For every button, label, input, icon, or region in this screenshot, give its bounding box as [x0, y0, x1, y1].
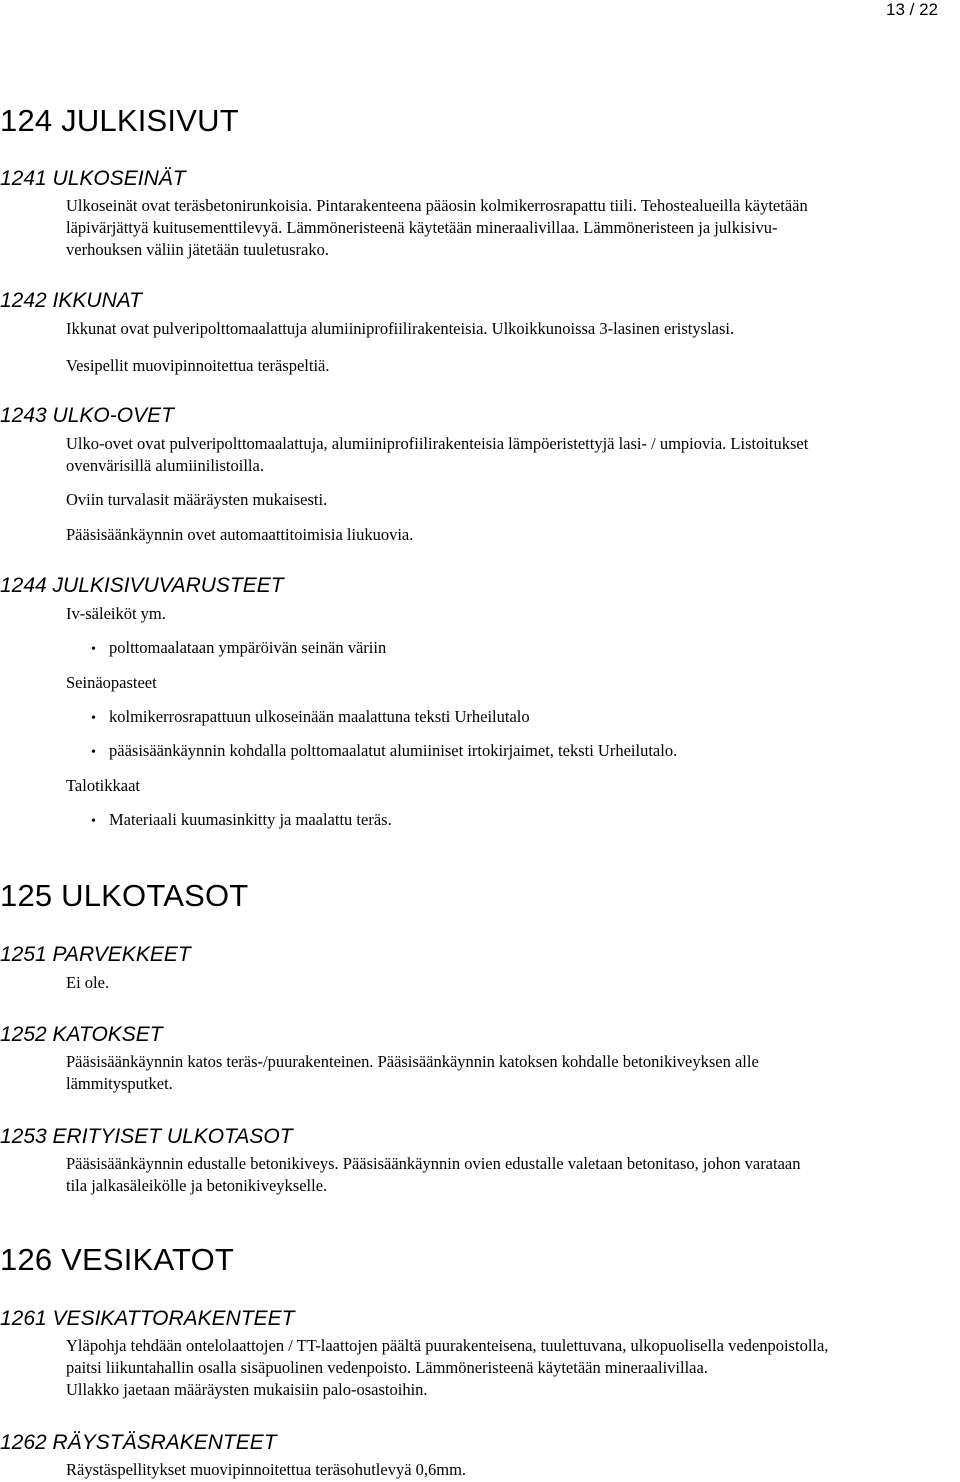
subsection-heading-1241: 1241 ULKOSEINÄT	[0, 167, 186, 190]
bullet-icon: •	[91, 745, 96, 760]
paragraph-1243-3: Pääsisäänkäynnin ovet automaattitoimisia liukuovia.	[66, 525, 414, 544]
paragraph-1242-1: Ikkunat ovat pulveripolttomaalattuja alumiiniprofiilirakenteisia. Ulkoikkunoissa 3-lasinen eristyslasi.	[66, 319, 735, 338]
subsection-heading-1253: 1253 ERITYISET ULKOTASOT	[0, 1125, 293, 1148]
paragraph-1243-line1: Ulko-ovet ovat pulveripolttomaalattuja, alumiiniprofiilirakenteisia lämpöeristettyjä lasi- / umpiovia. Listoitukset	[66, 434, 809, 453]
paragraph-1261-line1: Yläpohja tehdään ontelolaattojen / TT-laattojen päältä puurakenteisena, tuulettuvana, ulkopuolisella vedenpoistolla,	[66, 1336, 829, 1355]
subsection-heading-1242: 1242 IKKUNAT	[0, 289, 143, 312]
paragraph-1242-2: Vesipellit muovipinnoitettua teräspeltiä.	[66, 356, 330, 375]
page-number: 13 / 22	[886, 0, 938, 19]
paragraph-1241-line2: läpivärjättyä kuitusementtilevyä. Lämmöneristeenä käytetään mineraalivillaa. Lämmöneristeen ja julkisivu-	[66, 218, 778, 237]
list-item: polttomaalataan ympäröivän seinän väriin	[109, 638, 387, 657]
section-heading-125: 125 ULKOTASOT	[0, 878, 249, 913]
bullet-icon: •	[91, 711, 96, 726]
bullet-icon: •	[91, 642, 96, 657]
paragraph-1241-line3: verhouksen väliin jätetään tuuletusrako.	[66, 240, 330, 259]
paragraph-1261-line2: paitsi liikuntahallin osalla sisäpuolinen vedenpoisto. Lämmöneristeenä käytetään mineraalivillaa.	[66, 1358, 708, 1377]
paragraph-1262: Räystäspellitykset muovipinnoitettua teräsohutlevyä 0,6mm.	[66, 1460, 467, 1479]
paragraph-1252-line2: lämmitysputket.	[66, 1074, 173, 1093]
subsection-heading-1244: 1244 JULKISIVUVARUSTEET	[0, 574, 284, 597]
paragraph-1241-line1: Ulkoseinät ovat teräsbetonirunkoisia. Pintarakenteena pääosin kolmikerrosrapattu tiili. Tehostealueilla käytetään	[66, 196, 808, 215]
paragraph-1243-2: Oviin turvalasit määräysten mukaisesti.	[66, 490, 328, 509]
paragraph-1253-line2: tila jalkasäleikölle ja betonikiveykselle.	[66, 1176, 328, 1195]
paragraph-1251: Ei ole.	[66, 973, 110, 992]
subsection-heading-1261: 1261 VESIKATTORAKENTEET	[0, 1307, 295, 1330]
section-heading-126: 126 VESIKATOT	[0, 1242, 235, 1277]
subsection-heading-1262: 1262 RÄYSTÄSRAKENTEET	[0, 1431, 277, 1454]
subsection-heading-1251: 1251 PARVEKKEET	[0, 943, 191, 966]
subsection-heading-1252: 1252 KATOKSET	[0, 1023, 163, 1046]
list-item: pääsisäänkäynnin kohdalla polttomaalatut alumiiniset irtokirjaimet, teksti Urheilutalo.	[109, 741, 678, 760]
label-iv-saleikot: Iv-säleiköt ym.	[66, 604, 166, 623]
paragraph-1243-line2: ovenvärisillä alumiinilistoilla.	[66, 456, 264, 475]
section-heading-124: 124 JULKISIVUT	[0, 103, 239, 138]
label-seinaopasteet: Seinäopasteet	[66, 673, 157, 692]
paragraph-1253-line1: Pääsisäänkäynnin edustalle betonikiveys. Pääsisäänkäynnin ovien edustalle valetaan betonitaso, johon varataan	[66, 1154, 801, 1173]
paragraph-1252-line1: Pääsisäänkäynnin katos teräs-/puurakenteinen. Pääsisäänkäynnin katoksen kohdalle betonikiveyksen alle	[66, 1052, 759, 1071]
paragraph-1261-line3: Ullakko jaetaan määräysten mukaisiin palo-osastoihin.	[66, 1380, 428, 1399]
bullet-icon: •	[91, 814, 96, 829]
list-item: kolmikerrosrapattuun ulkoseinään maalattuna teksti Urheilutalo	[109, 707, 530, 726]
list-item: Materiaali kuumasinkitty ja maalattu teräs.	[109, 810, 392, 829]
label-talotikkaat: Talotikkaat	[66, 776, 140, 795]
subsection-heading-1243: 1243 ULKO-OVET	[0, 404, 174, 427]
